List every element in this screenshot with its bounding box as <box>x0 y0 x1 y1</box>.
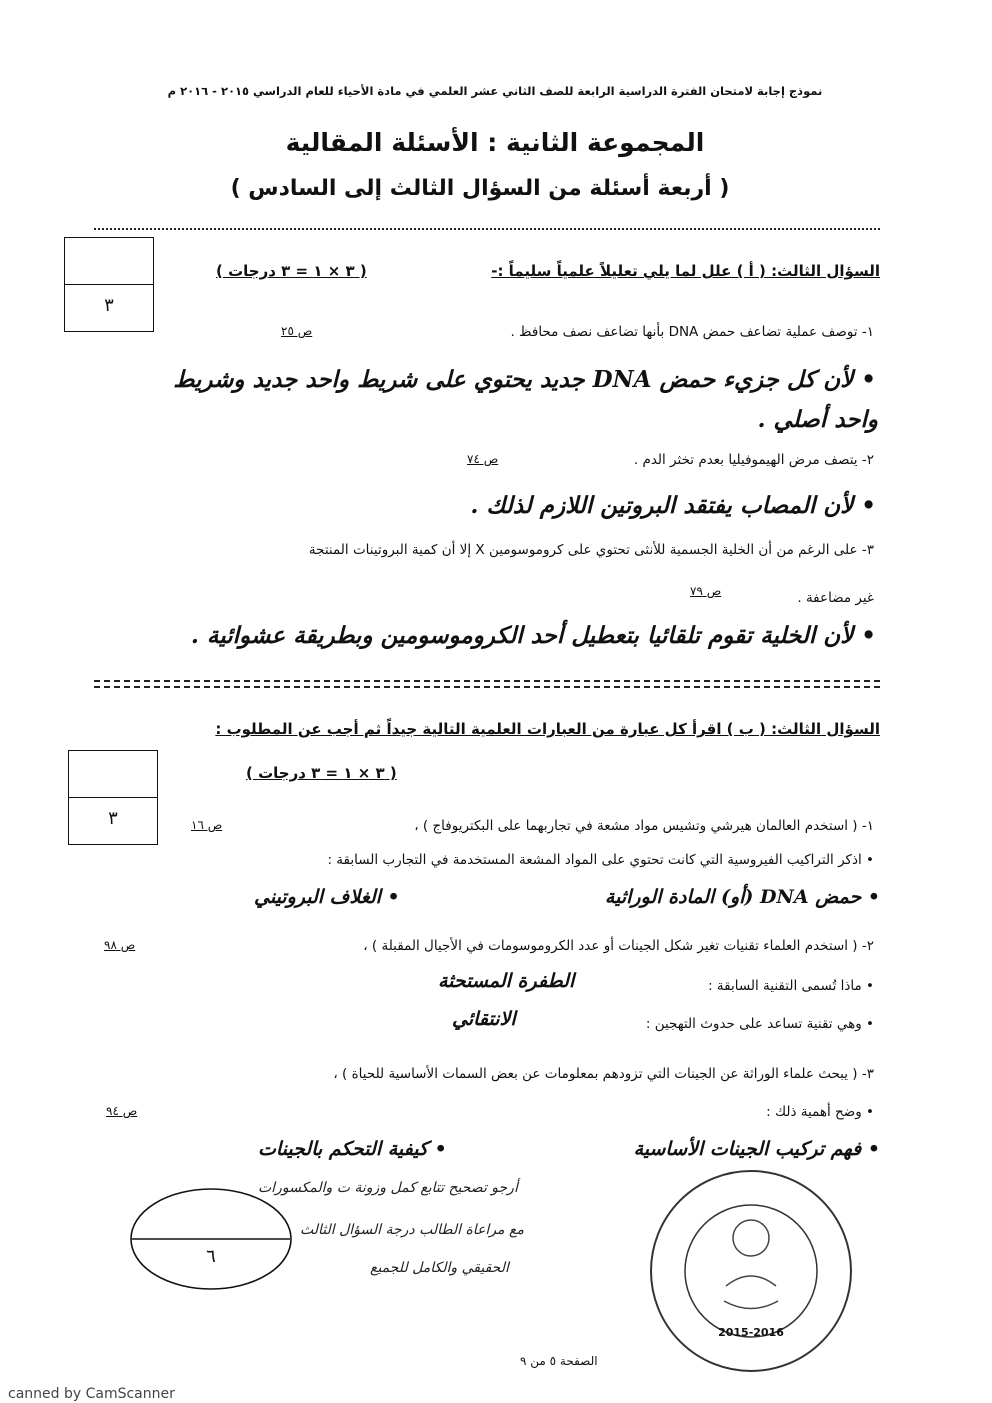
question-a2: ٢- يتصف مرض الهيموفيليا بعدم تخثر الدم . <box>633 452 874 468</box>
answer-b3-b: • كيفية التحكم بالجينات <box>258 1138 447 1160</box>
question-b3: ٣- ( يبحث علماء الوراثة عن الجينات التي تزودهم بمعلومات عن بعض السمات الأساسية للحياة ) ، <box>333 1066 874 1082</box>
page-ref-a3: ص ٧٩ <box>690 584 722 598</box>
answer-b2-2: الانتقائي <box>452 1008 516 1030</box>
exam-header-line: نموذج إجابة لامتحان الفترة الدراسية الرابعة للصف الثاني عشر العلمي في مادة الأحياء للعام الدراسي ٢٠١٥ - ٢٠١٦ م <box>167 84 823 98</box>
page-number: الصفحة ٥ من ٩ <box>520 1354 598 1368</box>
official-stamp <box>646 1166 856 1376</box>
page-ref-a2: ص ٧٤ <box>467 452 499 466</box>
answer-a1-line2: واحد أصلي . <box>757 406 878 433</box>
answer-a2: • لأن المصاب يفتقد البروتين اللازم لذلك . <box>470 492 876 519</box>
answer-b3-a: • فهم تركيب الجينات الأساسية <box>633 1138 880 1160</box>
page-ref-b1: ص ١٦ <box>191 818 223 832</box>
answer-b1-b: • الغلاف البروتيني <box>254 886 400 908</box>
answer-b1-a: • حمض DNA (أو) المادة الوراثية <box>604 886 880 908</box>
dashed-separator <box>94 686 880 688</box>
score-value: ٣ <box>108 808 118 829</box>
part-a-heading: السؤال الثالث: ( أ ) علل لما يلي تعليلاً علمياً سليماً :- <box>491 262 880 280</box>
page-ref-b2: ص ٩٨ <box>104 938 136 952</box>
handwritten-note-line1: أرجو تصحيح تتابع كمل وزونة ت والمكسورات <box>258 1180 518 1196</box>
part-b-heading: السؤال الثالث: ( ب ) اقرأ كل عبارة من العبارات العلمية التالية جيداً ثم أجب عن المطلوب : <box>215 720 880 738</box>
subquestion-b2-1: • ماذا تُسمى التقنية السابقة : <box>708 978 874 994</box>
question-b2: ٢- ( استخدم العلماء تقنيات تغير شكل الجينات أو عدد الكروموسومات في الأجيال المقبلة ) ، <box>363 938 874 954</box>
total-score-circle <box>128 1186 294 1292</box>
total-score-circle-shape <box>128 1186 294 1292</box>
stamp-seal <box>646 1166 856 1376</box>
dashed-separator <box>94 680 880 682</box>
question-b1: ١- ( استخدم العالمان هيرشي وتشيس مواد مشعة في تجاربهما على البكتريوفاج ) ، <box>414 818 874 834</box>
dotted-separator <box>94 228 880 230</box>
group-subtitle: ( أربعة أسئلة من السؤال الثالث إلى السادس ) <box>230 176 730 201</box>
score-value: ٣ <box>104 295 114 316</box>
answer-a1-line1: • لأن كل جزيء حمض DNA جديد يحتوي على شريط واحد جديد وشريط <box>173 366 876 393</box>
subquestion-b1: • اذكر التراكيب الفيروسية التي كانت تحتوي على المواد المشعة المستخدمة في التجارب السابقة : <box>327 852 874 868</box>
scanner-watermark: canned by CamScanner <box>8 1386 175 1402</box>
score-box-part-b <box>68 750 158 845</box>
answer-a3: • لأن الخلية تقوم تلقائيا بتعطيل أحد الكروموسومين وبطريقة عشوائية . <box>190 622 876 649</box>
part-a-marks: ( ٣ × ١ = ٣ درجات ) <box>216 262 367 280</box>
total-score-value: ٦ <box>206 1246 216 1267</box>
stamp-years: 2015-2016 <box>718 1326 784 1339</box>
question-a3-line2: غير مضاعفة . <box>797 590 874 606</box>
answer-b2-1: الطفرة المستحثة <box>438 970 575 992</box>
subquestion-b3: • وضح أهمية ذلك : <box>766 1104 874 1120</box>
page-ref-a1: ص ٢٥ <box>281 324 313 338</box>
score-box-part-a <box>64 237 154 332</box>
page-ref-b3: ص ٩٤ <box>106 1104 138 1118</box>
subquestion-b2-2: • وهي تقنية تساعد على حدوث التهجين : <box>645 1016 874 1032</box>
handwritten-note-line2: مع مراعاة الطالب درجة السؤال الثالث <box>300 1222 524 1238</box>
part-b-marks: ( ٣ × ١ = ٣ درجات ) <box>246 764 397 782</box>
handwritten-note-line3: الحقيقي والكامل للجميع <box>370 1260 509 1276</box>
group-title: المجموعة الثانية : الأسئلة المقالية <box>285 128 705 157</box>
question-a3: ٣- على الرغم من أن الخلية الجسمية للأنثى تحتوي على كروموسومين X إلا أن كمية البروتينات المنتجة <box>308 542 874 558</box>
question-a1: ١- توصف عملية تضاعف حمض DNA بأنها تضاعف نصف محافظ . <box>510 324 874 340</box>
